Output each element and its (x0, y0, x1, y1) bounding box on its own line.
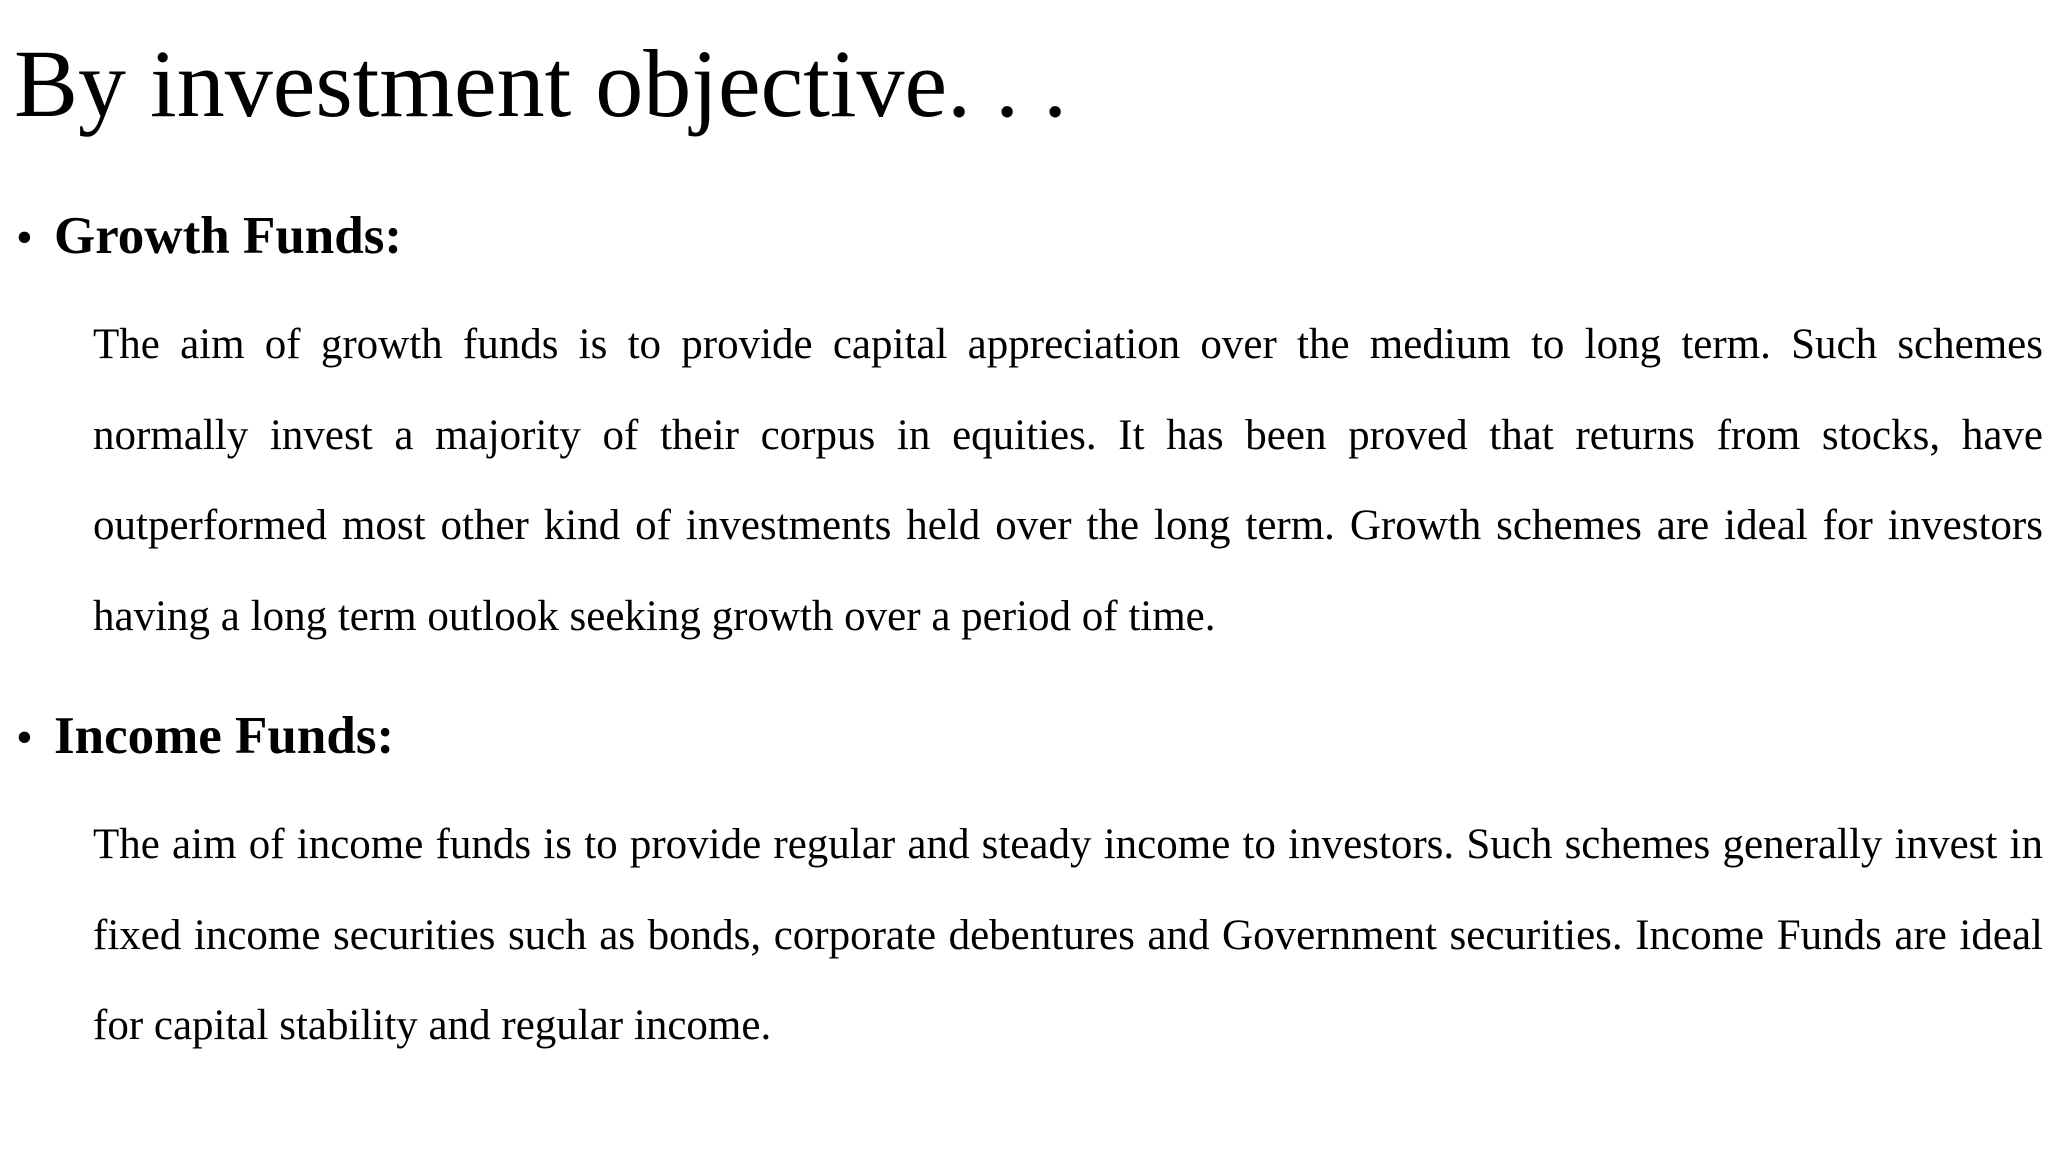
section-heading-label: Growth Funds: (54, 207, 403, 265)
section-heading-income-funds (16, 704, 394, 770)
slide-title: By investment objective. . . (14, 30, 1068, 137)
section-heading-growth-funds (16, 204, 402, 270)
bullet-icon: • (16, 711, 33, 764)
section-body-growth-funds: The aim of growth funds is to provide capital appreciation over the medium to long term. Such schemes normally invest a majority of their corpus in equities. It has been proved that returns from stocks, have outperformed most other kind of investments held over the long term. Growth schemes are ideal for investors having a long term outlook seeking growth over a period of time. (93, 321, 2043, 640)
section-heading-label: Income Funds: (54, 707, 395, 765)
bullet-icon: • (16, 211, 33, 264)
section-body-income-funds: The aim of income funds is to provide regular and steady income to investors. Such schemes generally invest in fixed income securities such as bonds, corporate debentures and Government securities. Income Funds are ideal for capital stability and regular income. (93, 821, 2043, 1049)
